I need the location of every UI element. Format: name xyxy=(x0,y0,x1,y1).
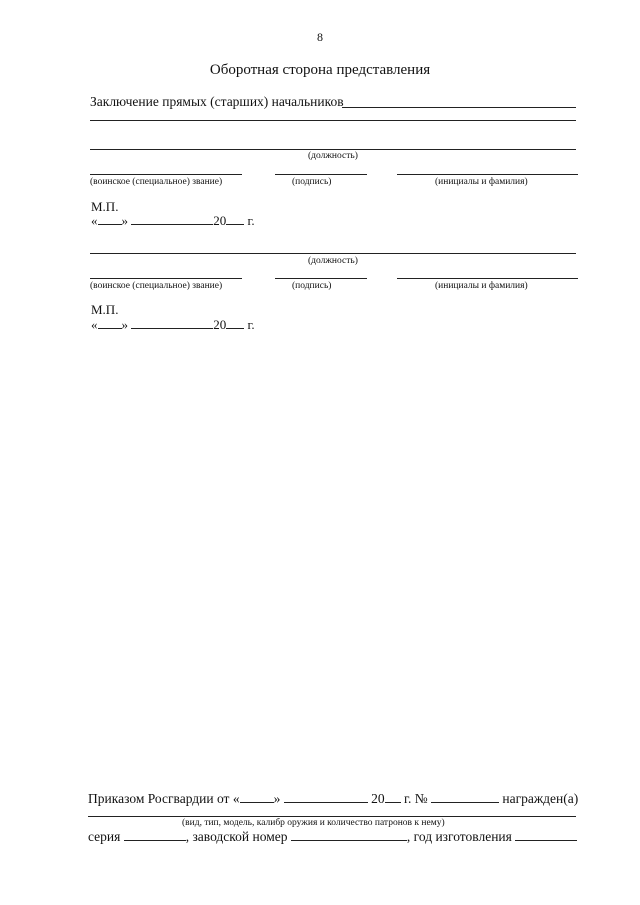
rank-line-1[interactable] xyxy=(90,174,242,175)
factory-number-field[interactable] xyxy=(291,829,407,841)
conclusion-fill-line[interactable] xyxy=(342,107,576,108)
signature-line-2[interactable] xyxy=(275,278,367,279)
month-field[interactable] xyxy=(131,213,213,225)
order-number-field[interactable] xyxy=(431,791,499,803)
order-month-field[interactable] xyxy=(284,791,368,803)
day-field[interactable] xyxy=(98,213,122,225)
name-line-1[interactable] xyxy=(397,174,578,175)
order-day-field[interactable] xyxy=(240,791,274,803)
date-line-2 xyxy=(91,317,255,333)
order-year-suffix: г. № xyxy=(403,791,428,806)
name-caption-1: (инициалы и фамилия) xyxy=(435,177,528,187)
stamp-label-2: М.П. xyxy=(91,302,119,317)
order-close-quote: » xyxy=(273,791,281,806)
page-title: Оборотная сторона представления xyxy=(209,62,431,78)
rank-caption-1: (воинское (специальное) звание) xyxy=(90,177,223,187)
weapon-line[interactable] xyxy=(88,816,576,817)
position-caption-2: (должность) xyxy=(308,256,358,266)
signature-caption-2: (подпись) xyxy=(292,281,332,291)
order-line xyxy=(88,791,578,807)
date-close-quote: » xyxy=(121,213,128,228)
year-suffix: г. xyxy=(247,317,255,332)
year-field[interactable] xyxy=(226,317,244,329)
date-line-1 xyxy=(91,213,255,229)
day-field[interactable] xyxy=(98,317,122,329)
name-caption-2: (инициалы и фамилия) xyxy=(435,281,528,291)
weapon-caption: (вид, тип, модель, калибр оружия и количество патронов к нему) xyxy=(182,818,445,828)
year-field[interactable] xyxy=(226,213,244,225)
year-prefix: 20 xyxy=(213,317,227,332)
year-prefix: 20 xyxy=(213,213,227,228)
rank-caption-2: (воинское (специальное) звание) xyxy=(90,281,223,291)
year-made-field[interactable] xyxy=(515,829,577,841)
position-line-1[interactable] xyxy=(90,149,576,150)
serial-line xyxy=(88,829,577,845)
date-open-quote: « xyxy=(91,317,98,332)
order-year-prefix: 20 xyxy=(371,791,385,806)
order-year-field[interactable] xyxy=(385,791,401,803)
conclusion-label: Заключение прямых (старших) начальников xyxy=(90,94,344,109)
signature-caption-1: (подпись) xyxy=(292,177,332,187)
month-field[interactable] xyxy=(131,317,213,329)
stamp-label-1: М.П. xyxy=(91,199,119,214)
date-open-quote: « xyxy=(91,213,98,228)
name-line-2[interactable] xyxy=(397,278,578,279)
order-prefix: Приказом Росгвардии от « xyxy=(88,791,240,806)
awarded-label: награжден(а) xyxy=(502,791,579,806)
series-label: серия xyxy=(88,829,121,844)
rank-line-2[interactable] xyxy=(90,278,242,279)
conclusion-line-2[interactable] xyxy=(90,120,576,121)
year-made-label: , год изготовления xyxy=(406,829,512,844)
date-close-quote: » xyxy=(121,317,128,332)
position-caption-1: (должность) xyxy=(308,151,358,161)
year-suffix: г. xyxy=(247,213,255,228)
page-number: 8 xyxy=(317,30,323,44)
signature-line-1[interactable] xyxy=(275,174,367,175)
series-field[interactable] xyxy=(124,829,186,841)
factory-number-label: , заводской номер xyxy=(185,829,288,844)
position-line-2[interactable] xyxy=(90,253,576,254)
